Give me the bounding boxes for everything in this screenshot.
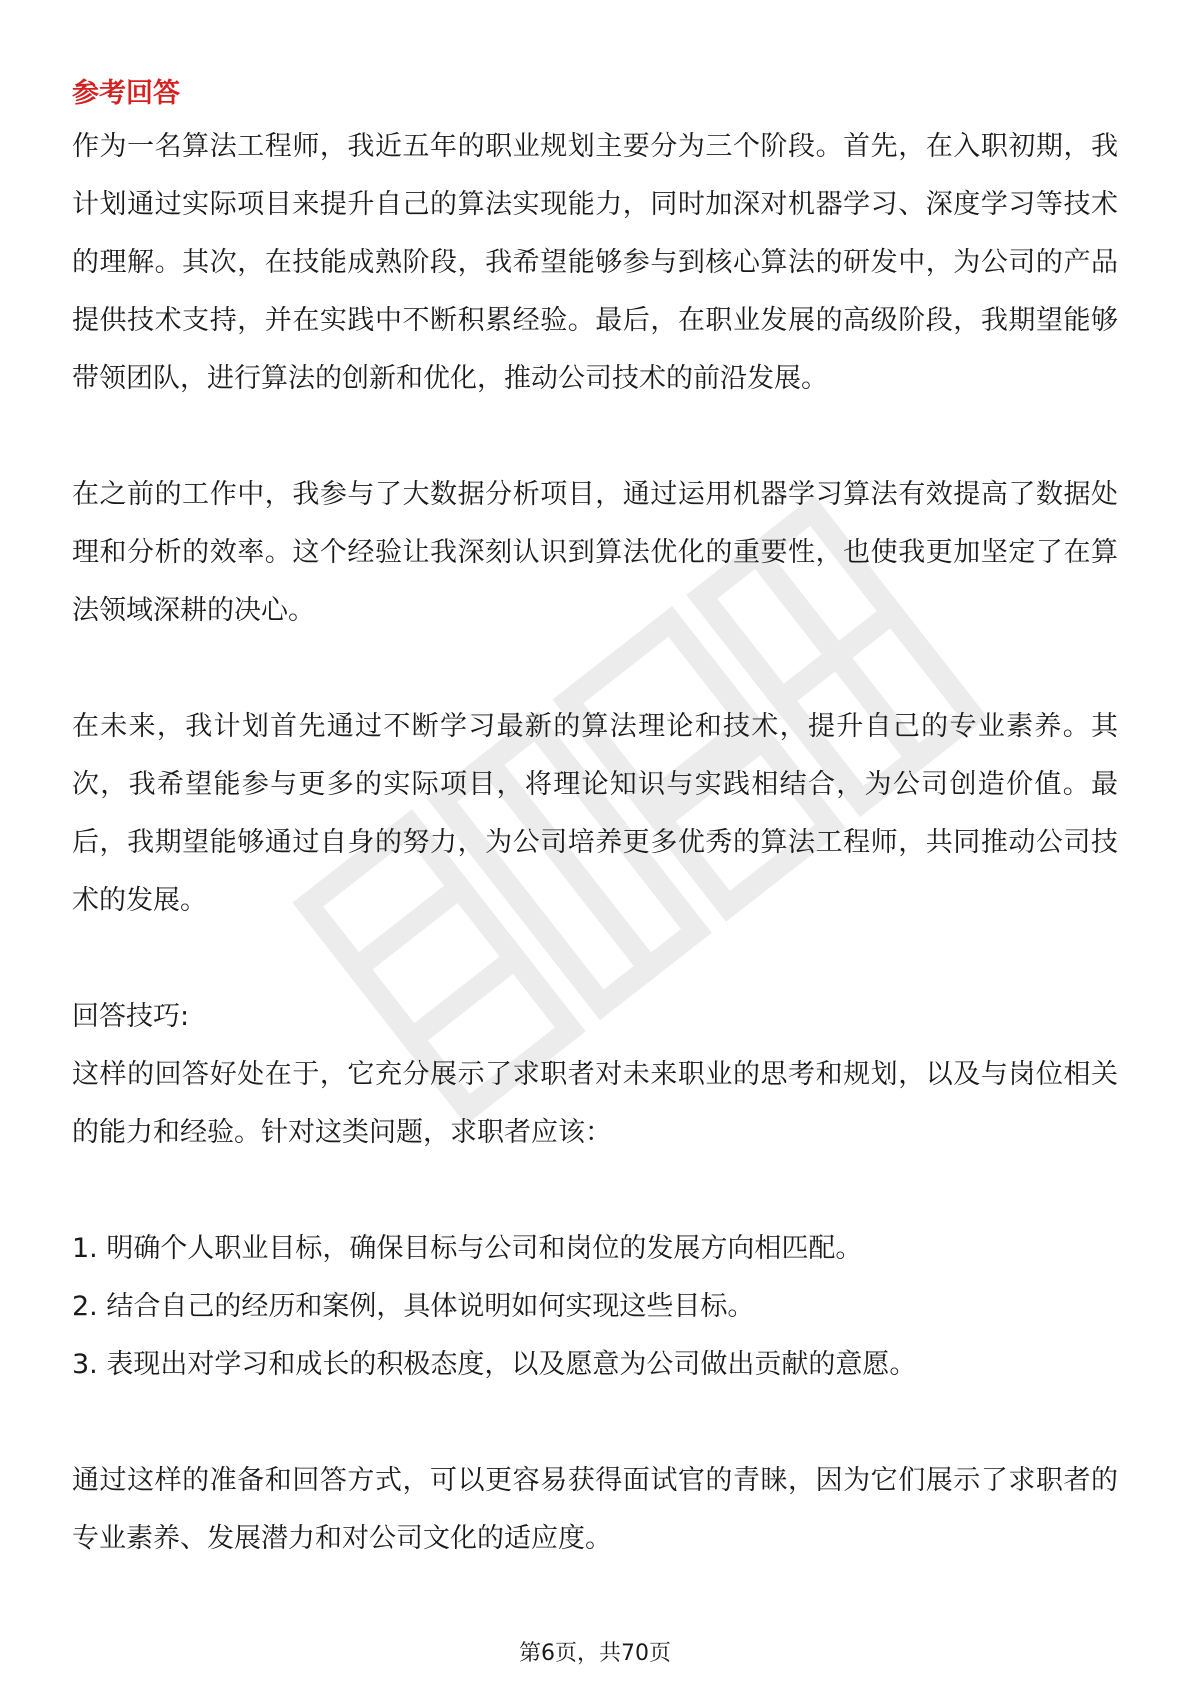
answer-paragraph-2: 在之前的工作中，我参与了大数据分析项目，通过运用机器学习算法有效提高了数据处理和分析的效率。这个经验让我深刻认识到算法优化的重要性，也使我更加坚定了在算法领域深耕的决心。: [72, 479, 1118, 626]
answer-paragraph-3: 在未来，我计划首先通过不断学习最新的算法理论和技术，提升自己的专业素养。其次，我希望能参与更多的实际项目，将理论知识与实践相结合，为公司创造价值。最后，我期望能够通过自身的努力，为公司培养更多优秀的算法工程师，共同推动公司技术的发展。: [72, 711, 1118, 916]
section-title: 参考回答: [72, 78, 180, 109]
tips-conclusion: 通过这样的准备和回答方式，可以更容易获得面试官的青睐，因为它们展示了求职者的专业素养、发展潜力和对公司文化的适应度。: [72, 1465, 1118, 1554]
page-number: 第6页，共70页: [519, 1641, 671, 1666]
tip-item-3: 3. 表现出对学习和成长的积极态度，以及愿意为公司做出贡献的意愿。: [72, 1349, 917, 1380]
document-body: [72, 70, 1118, 1568]
tips-heading: 回答技巧:: [72, 1001, 190, 1032]
tips-intro: 这样的回答好处在于，它充分展示了求职者对未来职业的思考和规划，以及与岗位相关的能力和经验。针对这类问题，求职者应该：: [72, 1059, 1118, 1148]
tip-item-2: 2. 结合自己的经历和案例，具体说明如何实现这些目标。: [72, 1291, 755, 1322]
tip-item-1: 1. 明确个人职业目标，确保目标与公司和岗位的发展方向相匹配。: [72, 1233, 863, 1264]
answer-paragraph-1: 作为一名算法工程师，我近五年的职业规划主要分为三个阶段。首先，在入职初期，我计划通过实际项目来提升自己的算法实现能力，同时加深对机器学习、深度学习等技术的理解。其次，在技能成熟阶段，我希望能够参与到核心算法的研发中，为公司的产品提供技术支持，并在实践中不断积累经验。最后，在职业发展的高级阶段，我期望能够带领团队，进行算法的创新和优化，推动公司技术的前沿发展。: [72, 131, 1118, 394]
